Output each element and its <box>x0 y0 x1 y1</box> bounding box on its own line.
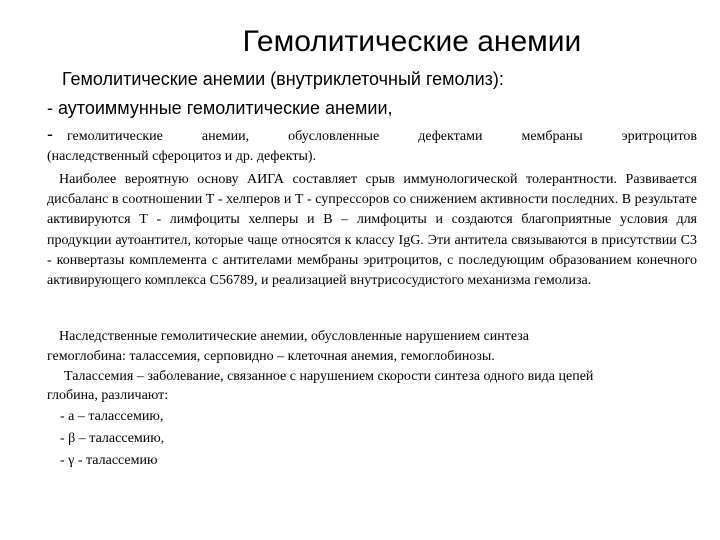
thalassemia-line2: глобина, различают: <box>47 388 169 403</box>
hereditary-line1: Наследственные гемолитические анемии, обусловленные нарушением синтеза <box>59 329 530 344</box>
bullet-autoimmune: - аутоиммунные гемолитические анемии, <box>47 98 393 118</box>
slide-subtitle: Гемолитические анемии (внутриклеточный гемолиз): <box>62 69 504 89</box>
hereditary-line2: гемоглобина: талассемия, серповидно – клеточная анемия, гемоглобинозы. <box>47 349 495 364</box>
slide-title <box>0 22 720 62</box>
aiga-paragraph: Наиболее вероятную основу АИГА составляет срыв иммунологической толерантности. Развивается дисбаланс в соотношении Т - хелперов и Т - супрессоров со снижением активности последних. В результате активируются Т - лимфоциты хелперы и В – лимфоциты и создаются благоприятные условия для продукции аутоантител, которые чаще относятся к классу IgG. Эти антитела связываются в присутствии С3 - конвертазы комплемента с антителами мембраны эритроцитов, с последующим образованием конечного активирующего комплекса С56789, и реализацией внутрисосудистого механизма гемолиза. <box>47 172 697 289</box>
slide-title-text: Гемолитические анемии <box>242 25 582 58</box>
thalassemia-type-gamma: - γ - талассемию <box>60 453 158 468</box>
thalassemia-line1: Талассемия – заболевание, связанное с нарушением скорости синтеза одного вида цепей <box>64 369 594 384</box>
bullet-membrane-line2: (наследственный сфероцитоз и др. дефекты). <box>47 149 317 164</box>
aiga-paragraph-block <box>47 170 697 291</box>
bullet-membrane-line1: гемолитические анемии, обусловленные дефектами мембраны эритроцитов <box>67 129 697 144</box>
thalassemia-type-alpha: - а – талассемию, <box>60 409 164 424</box>
thalassemia-type-beta: - β – талассемию, <box>60 431 165 446</box>
bullet-dash: - <box>47 124 53 144</box>
